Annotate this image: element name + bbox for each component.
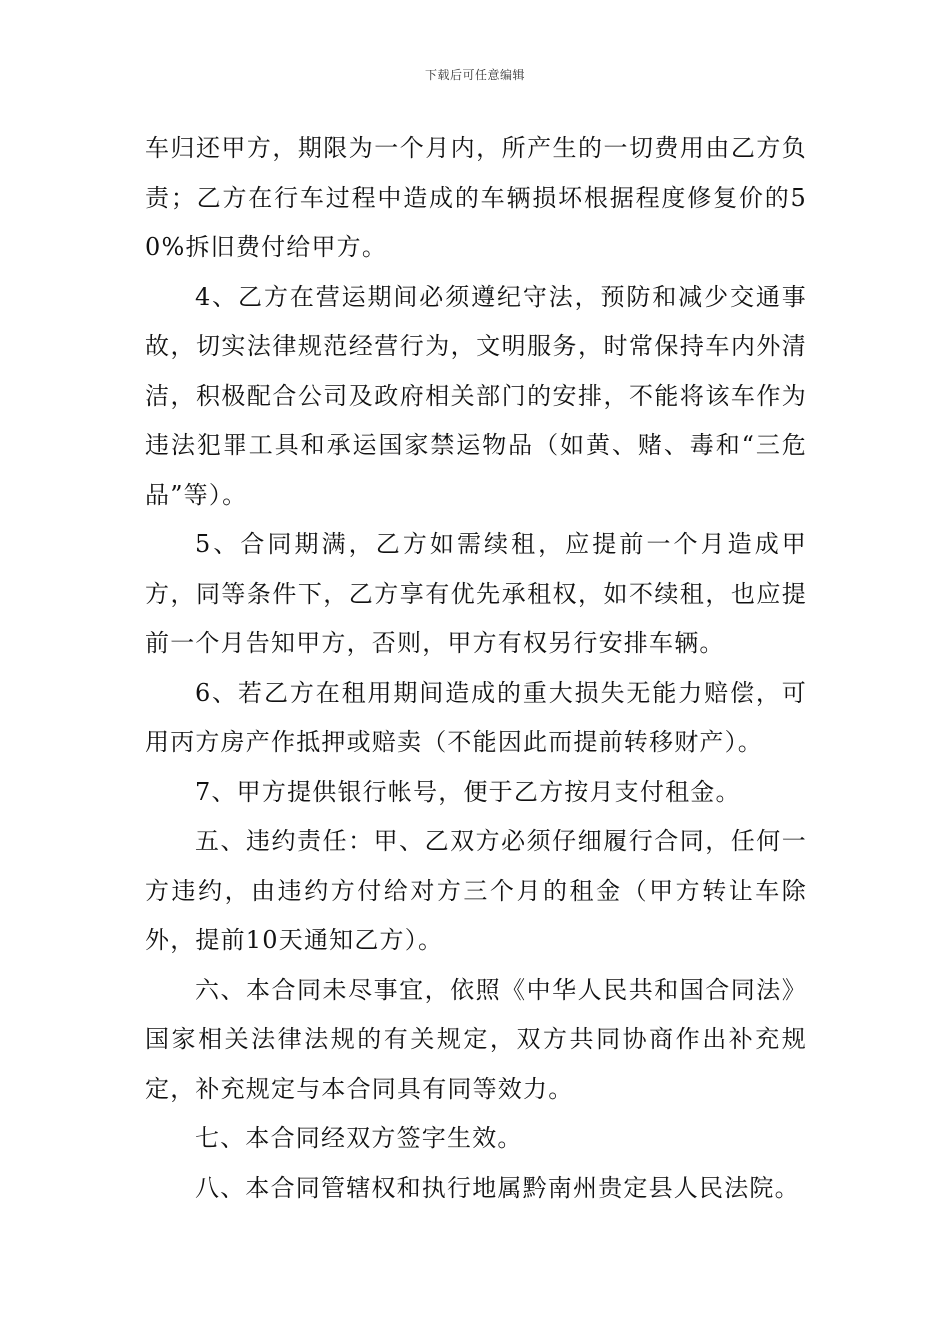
- paragraph-section-5-breach: 五、违约责任：甲、乙双方必须仔细履行合同，任何一方违约，由违约方付给对方三个月的租金（甲方转让车除外，提前10天通知乙方）。: [145, 827, 807, 954]
- paragraph-section-6-supplement: 六、本合同未尽事宜，依照《中华人民共和国合同法》国家相关法律法规的有关规定，双方共同协商作出补充规定，补充规定与本合同具有同等效力。: [145, 975, 807, 1103]
- paragraph-clause-7: 7、甲方提供银行帐号，便于乙方按月支付租金。: [195, 777, 741, 806]
- paragraph-continuation: 车归还甲方，期限为一个月内，所产生的一切费用由乙方负责；乙方在行车过程中造成的车辆损坏根据程度修复价的50%拆旧费付给甲方。: [145, 134, 807, 261]
- paragraph-clause-5: 5、合同期满，乙方如需续租，应提前一个月造成甲方，同等条件下，乙方享有优先承租权，如不续租，也应提前一个月告知甲方，否则，甲方有权另行安排车辆。: [145, 530, 807, 657]
- paragraph-clause-4: 4、乙方在营运期间必须遵纪守法，预防和减少交通事故，切实法律规范经营行为，文明服务，时常保持车内外清洁，积极配合公司及政府相关部门的安排，不能将该车作为违法犯罪工具和承运国家禁运物品（如黄、赌、毒和“三危品”等）。: [145, 282, 807, 509]
- header-note: 下载后可任意编辑: [424, 68, 525, 82]
- paragraph-section-8-jurisdiction: 八、本合同管辖权和执行地属黔南州贵定县人民法院。: [195, 1173, 800, 1202]
- paragraph-section-7-effect: 七、本合同经双方签字生效。: [195, 1124, 523, 1152]
- paragraph-clause-6: 6、若乙方在租用期间造成的重大损失无能力赔偿，可用丙方房产作抵押或赔卖（不能因此而提前转移财产）。: [145, 678, 807, 756]
- contract-body: [145, 124, 807, 1213]
